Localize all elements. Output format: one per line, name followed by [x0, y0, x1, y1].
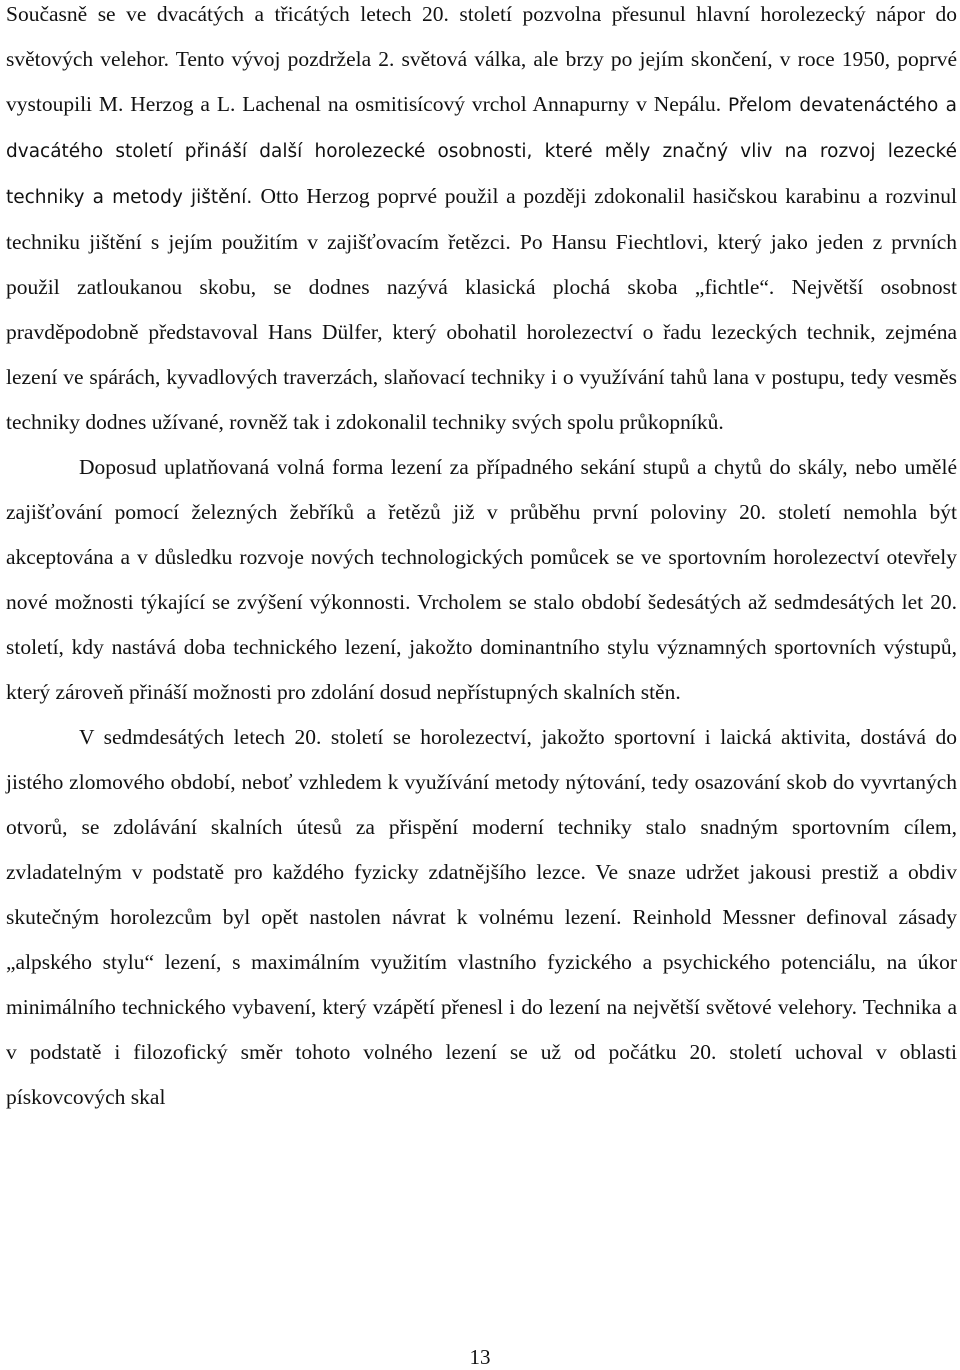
- paragraph-3: [6, 715, 957, 1120]
- paragraph-2: [6, 445, 957, 715]
- paragraph-1-text-c: Otto Herzog poprvé použil a později zdokonalil hasičskou karabinu a rozvinul techniku jištění s jejím použitím v zajišťovacím řetězci. Po Hansu Fiechtlovi, který jako jeden z prvních použil zatloukanou skobu, se dodnes nazývá klasická plochá skoba „fichtle“. Největší osobnost pravděpodobně představoval Hans Dülfer, který obohatil horolezectví o řadu lezeckých technik, zejména lezení ve spárách, kyvadlových traverzách, slaňovací techniky i o využívání tahů lana v postupu, tedy vesměs techniky dodnes užívané, rovněž tak i zdokonalil techniky svých spolu průkopníků.: [6, 184, 957, 434]
- document-page: [6, 0, 957, 1120]
- paragraph-1-text-a: Současně se ve dvacátých a třicátých letech 20. století pozvolna přesunul hlavní horolezecký nápor do světových velehor. Tento vývoj pozdržela 2. světová válka, ale brzy po jejím skončení, v roce 1950, poprvé vystoupili M. Herzog a L. Lachenal na osmitisícový vrchol Annapurny v Nepálu.: [6, 2, 957, 116]
- paragraph-1: [6, 0, 957, 445]
- page-number: 13: [469, 1345, 491, 1369]
- paragraph-3-text: V sedmdesátých letech 20. století se horolezectví, jakožto sportovní i laická aktivita, dostává do jistého zlomového období, neboť vzhledem k využívání metody nýtování, tedy osazování skob do vyvrtaných otvorů, se zdolávání skalních útesů za přispění moderní techniky stalo snadným sportovním cílem, zvladatelným v podstatě pro každého fyzicky zdatnějšího lezce. Ve snaze udržet jakousi prestiž a obdiv skutečným horolezcům byl opět nastolen návrat k volnému lezení. Reinhold Messner definoval zásady „alpského stylu“ lezení, s maximálním využitím vlastního fyzického a psychického potenciálu, na úkor minimálního technického vybavení, který vzápětí přenesl i do lezení na největší světové velehory. Technika a v podstatě i filozofický směr tohoto volného lezení se už od počátku 20. století uchoval v oblasti pískovcových skal: [6, 725, 957, 1109]
- paragraph-2-text: Doposud uplatňovaná volná forma lezení za případného sekání stupů a chytů do skály, nebo umělé zajišťování pomocí železných žebříků a řetězů již v průběhu první poloviny 20. století nemohla být akceptována a v důsledku rozvoje nových technologických pomůcek se ve sportovním horolezectví otevřely nové možnosti týkající se zvýšení výkonnosti. Vrcholem se stalo období šedesátých až sedmdesátých let 20. století, kdy nastává doba technického lezení, jakožto dominantního stylu významných sportovních výstupů, který zároveň přináší možnosti pro zdolání dosud nepřístupných skalních stěn.: [6, 455, 957, 704]
- paragraph-1-text-b: Přelom devatenáctého a dvacátého století přináší další horolezecké osobnosti, které měly značný vliv na rozvoj lezecké techniky a metody jištění.: [6, 95, 958, 208]
